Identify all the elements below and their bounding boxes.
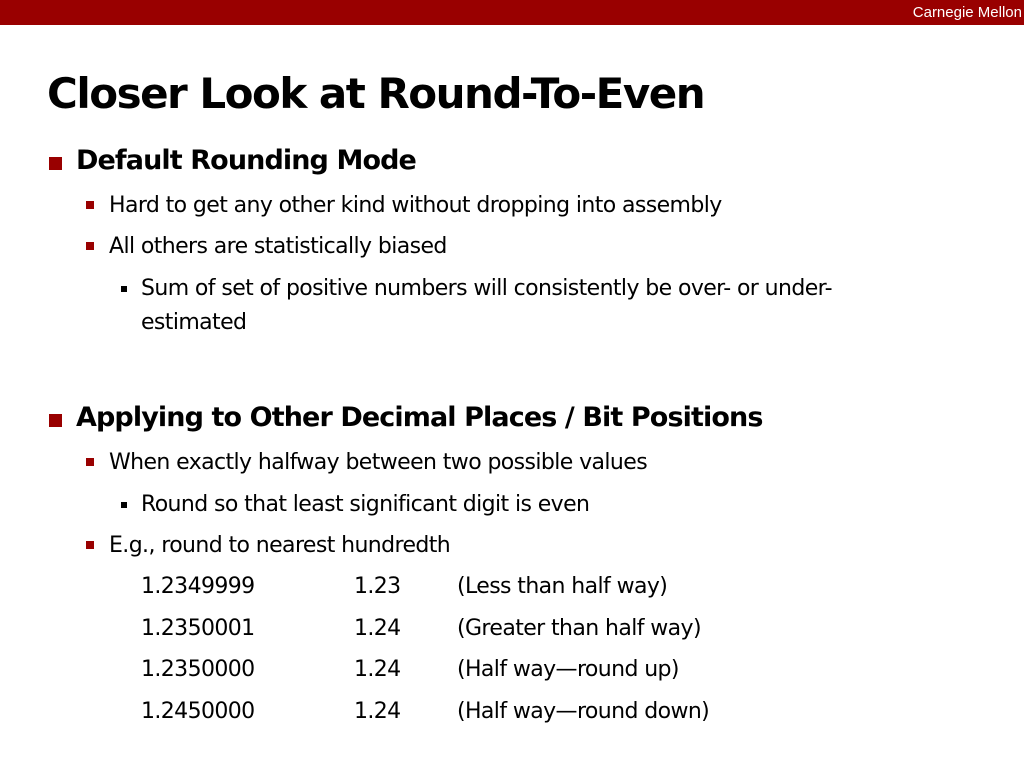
square-bullet-icon (121, 286, 127, 292)
example-rounded: 1.24 (354, 657, 401, 682)
list-item: All others are statistically biased (109, 234, 447, 259)
square-bullet-icon (49, 414, 62, 427)
square-bullet-icon (121, 502, 127, 508)
example-note: (Greater than half way) (457, 616, 701, 641)
example-row (0, 573, 1024, 603)
square-bullet-icon (86, 458, 94, 466)
square-bullet-icon (86, 242, 94, 250)
list-subitem: Sum of set of positive numbers will consistently be over- or under-estimated (141, 276, 832, 335)
example-row (0, 615, 1024, 645)
section-heading-default-rounding: Default Rounding Mode (76, 145, 416, 176)
example-row (0, 656, 1024, 686)
section-heading-applying: Applying to Other Decimal Places / Bit Positions (76, 402, 763, 433)
list-item: E.g., round to nearest hundredth (109, 533, 451, 558)
example-note: (Less than half way) (457, 574, 668, 599)
slide-title: Closer Look at Round-To-Even (47, 69, 705, 118)
square-bullet-icon (86, 201, 94, 209)
example-rounded: 1.23 (354, 574, 401, 599)
example-value: 1.2349999 (141, 574, 255, 599)
list-subitem: Round so that least significant digit is even (141, 492, 590, 517)
example-rounded: 1.24 (354, 616, 401, 641)
example-note: (Half way—round down) (457, 699, 710, 724)
example-row (0, 698, 1024, 728)
brand-label: Carnegie Mellon (912, 4, 1022, 21)
example-value: 1.2350001 (141, 616, 255, 641)
square-bullet-icon (86, 541, 94, 549)
list-item: When exactly halfway between two possible values (109, 450, 648, 475)
example-value: 1.2450000 (141, 699, 255, 724)
list-item: Hard to get any other kind without dropping into assembly (109, 193, 722, 218)
example-value: 1.2350000 (141, 657, 255, 682)
example-rounded: 1.24 (354, 699, 401, 724)
square-bullet-icon (49, 157, 62, 170)
example-note: (Half way—round up) (457, 657, 679, 682)
